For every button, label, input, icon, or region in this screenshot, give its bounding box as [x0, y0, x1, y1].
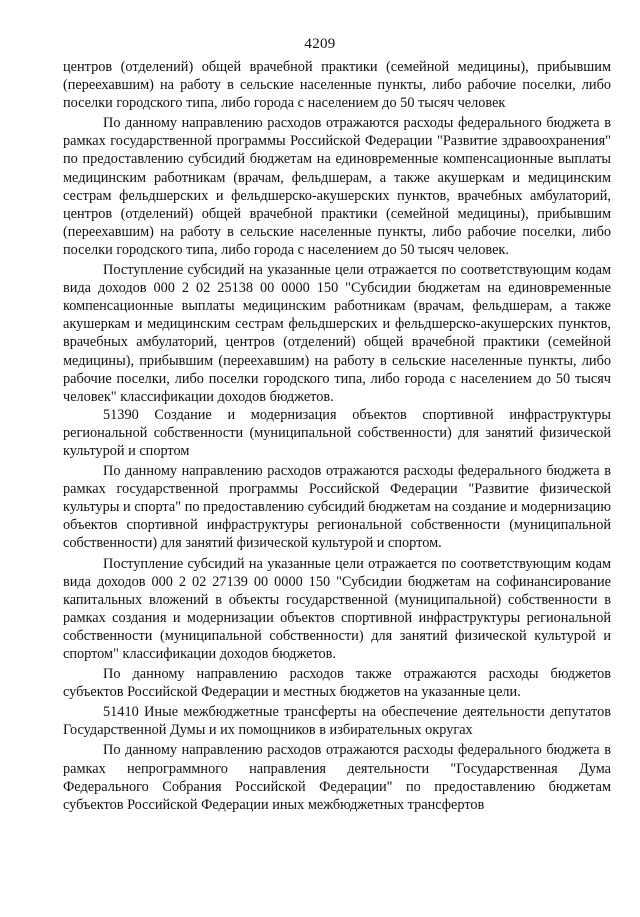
- paragraph-expense-direction-sport: По данному направлению расходов отражаются расходы федерального бюджета в рамках государственной программы Российской Федерации "Развитие физической культуры и спорта" по предоставлению субсидий бюджетам на создание и модернизацию объектов спортивной инфраструктуры региональной собственности (муниципальной собственности) для занятий физической культурой и спортом.: [63, 463, 611, 552]
- document-body: [63, 58, 611, 814]
- paragraph-heading-51390: 51390 Создание и модернизация объектов спортивной инфраструктуры региональной собственности (муниципальной собственности) для занятий физической культурой и спортом: [63, 406, 611, 459]
- paragraph-continuation: центров (отделений) общей врачебной практики (семейной медицины), прибывшим (переехавшим) на работу в сельские населенные пункты, либо рабочие поселки, либо поселки городского типа, либо города с населением до 50 тысяч человек: [63, 59, 611, 112]
- paragraph-income-code-27139: Поступление субсидий на указанные цели отражается по соответствующим кодам вида доходов 000 2 02 27139 00 0000 150 "Субсидии бюджетам на софинансирование капитальных вложений в объекты государственной (муниципальной) собственности в рамках создания и модернизации объектов спортивной инфраструктуры региональной собственности (муниципальной собственности) для занятий физической культурой и спортом" классификации доходов бюджетов.: [63, 555, 611, 662]
- paragraph-expense-direction-duma: По данному направлению расходов отражаются расходы федерального бюджета в рамках непрограммного направления деятельности "Государственная Дума Федерального Собрания Российской Федерации" по предоставлению бюджетам субъектов Российской Федерации иных межбюджетных трансфертов: [63, 742, 611, 813]
- paragraph-expense-direction-medical: По данному направлению расходов отражаются расходы федерального бюджета в рамках государственной программы Российской Федерации "Развитие здравоохранения" по предоставлению субсидий бюджетам на единовременные компенсационные выплаты медицинским работникам (врачам, фельдшерам, а также акушеркам и медицинским сестрам фельдшерских и фельдшерско-акушерских пунктов, врачебных амбулаторий, центров (отделений) общей врачебной практики (семейной медицины), прибывшим (переехавшим) на работу в сельские населенные пункты, либо рабочие поселки, либо поселки городского типа, либо города с населением до 50 тысяч человек.: [63, 115, 611, 258]
- paragraph-regional-local-budgets: По данному направлению расходов также отражаются расходы бюджетов субъектов Российской Федерации и местных бюджетов на указанные цели.: [63, 666, 611, 701]
- page-number: 4209: [304, 36, 336, 52]
- paragraph-heading-51410: 51410 Иные межбюджетные трансферты на обеспечение деятельности депутатов Государственной Думы и их помощников в избирательных округах: [63, 704, 611, 739]
- paragraph-income-code-25138: Поступление субсидий на указанные цели отражается по соответствующим кодам вида доходов 000 2 02 25138 00 0000 150 "Субсидии бюджетам на единовременные компенсационные выплаты медицинским работникам (врачам, фельдшерам, а также акушеркам и медицинским сестрам фельдшерских и фельдшерско-акушерских пунктов, врачебных амбулаторий, центров (отделений) общей врачебной практики (семейной медицины), прибывшим (переехавшим) на работу в сельские населенные пункты, либо рабочие поселки, либо поселки городского типа, либо города с населением до 50 тысяч человек" классификации доходов бюджетов.: [63, 262, 611, 405]
